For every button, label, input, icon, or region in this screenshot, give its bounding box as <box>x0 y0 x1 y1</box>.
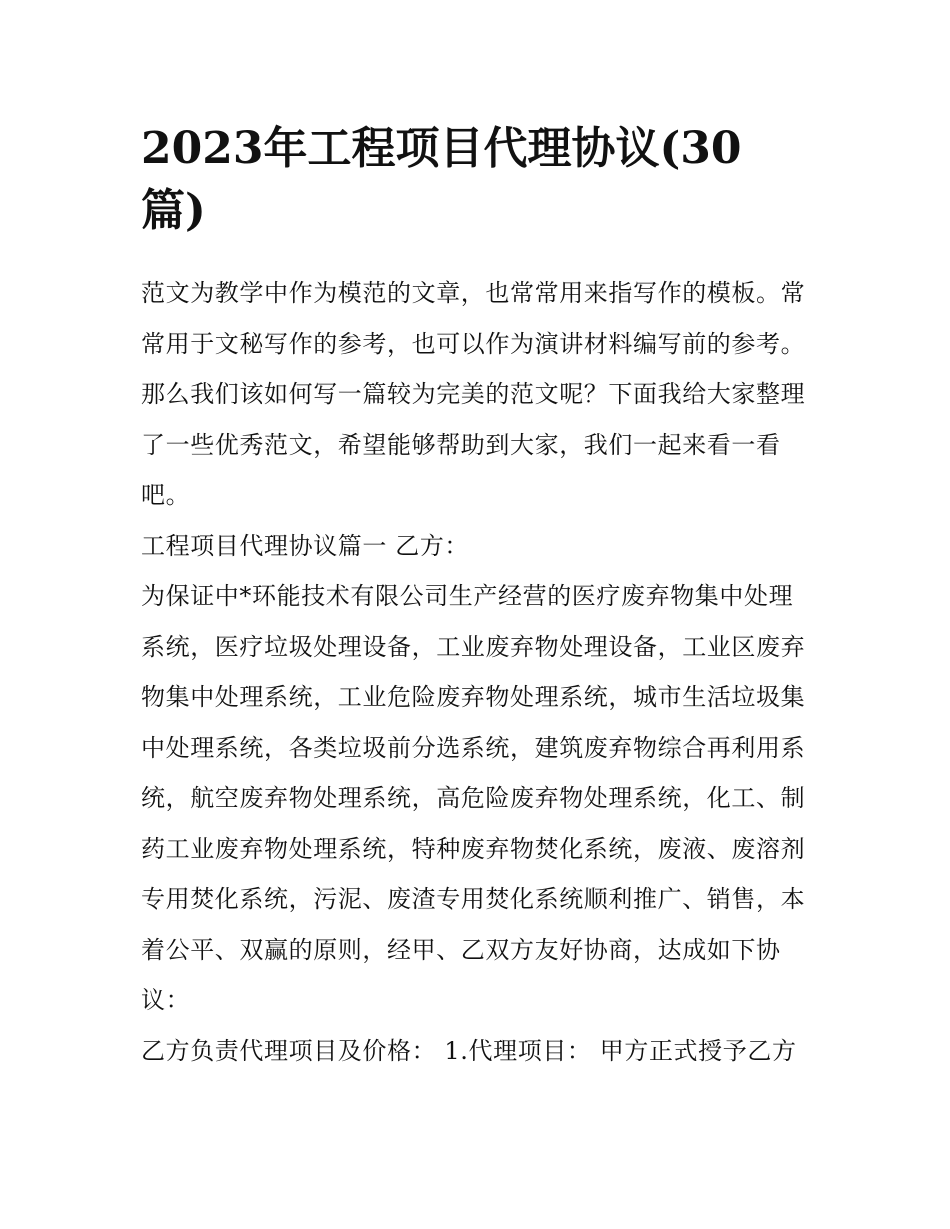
intro-paragraph: 范文为教学中作为模范的文章，也常常用来指写作的模板。常常用于文秘写作的参考，也可以作为演讲材料编写前的参考。那么我们该如何写一篇较为完美的范文呢？下面我给大家整理了一些优秀范文，希望能够帮助到大家，我们一起来看一看吧。 <box>141 279 806 509</box>
section-heading: 工程项目代理协议篇一 乙方： <box>141 531 470 560</box>
agency-items-paragraph: 乙方负责代理项目及价格： 1.代理项目： 甲方正式授予乙方 <box>141 1036 797 1065</box>
document-body <box>141 118 817 1076</box>
agreement-paragraph: 为保证中*环能技术有限公司生产经营的医疗废弃物集中处理系统，医疗垃圾处理设备，工业废弃物处理设备，工业区废弃物集中处理系统，工业危险废弃物处理系统，城市生活垃圾集中处理系统，各类垃圾前分选系统，建筑废弃物综合再利用系统，航空废弃物处理系统，高危险废弃物处理系统，化工、制药工业废弃物处理系统，特种废弃物焚化系统，废液、废溶剂专用焚化系统，污泥、废渣专用焚化系统顺利推广、销售，本着公平、双赢的原则，经甲、乙双方友好协商，达成如下协议： <box>141 582 806 1014</box>
document-title: 2023年工程项目代理协议(30篇) <box>141 123 742 236</box>
